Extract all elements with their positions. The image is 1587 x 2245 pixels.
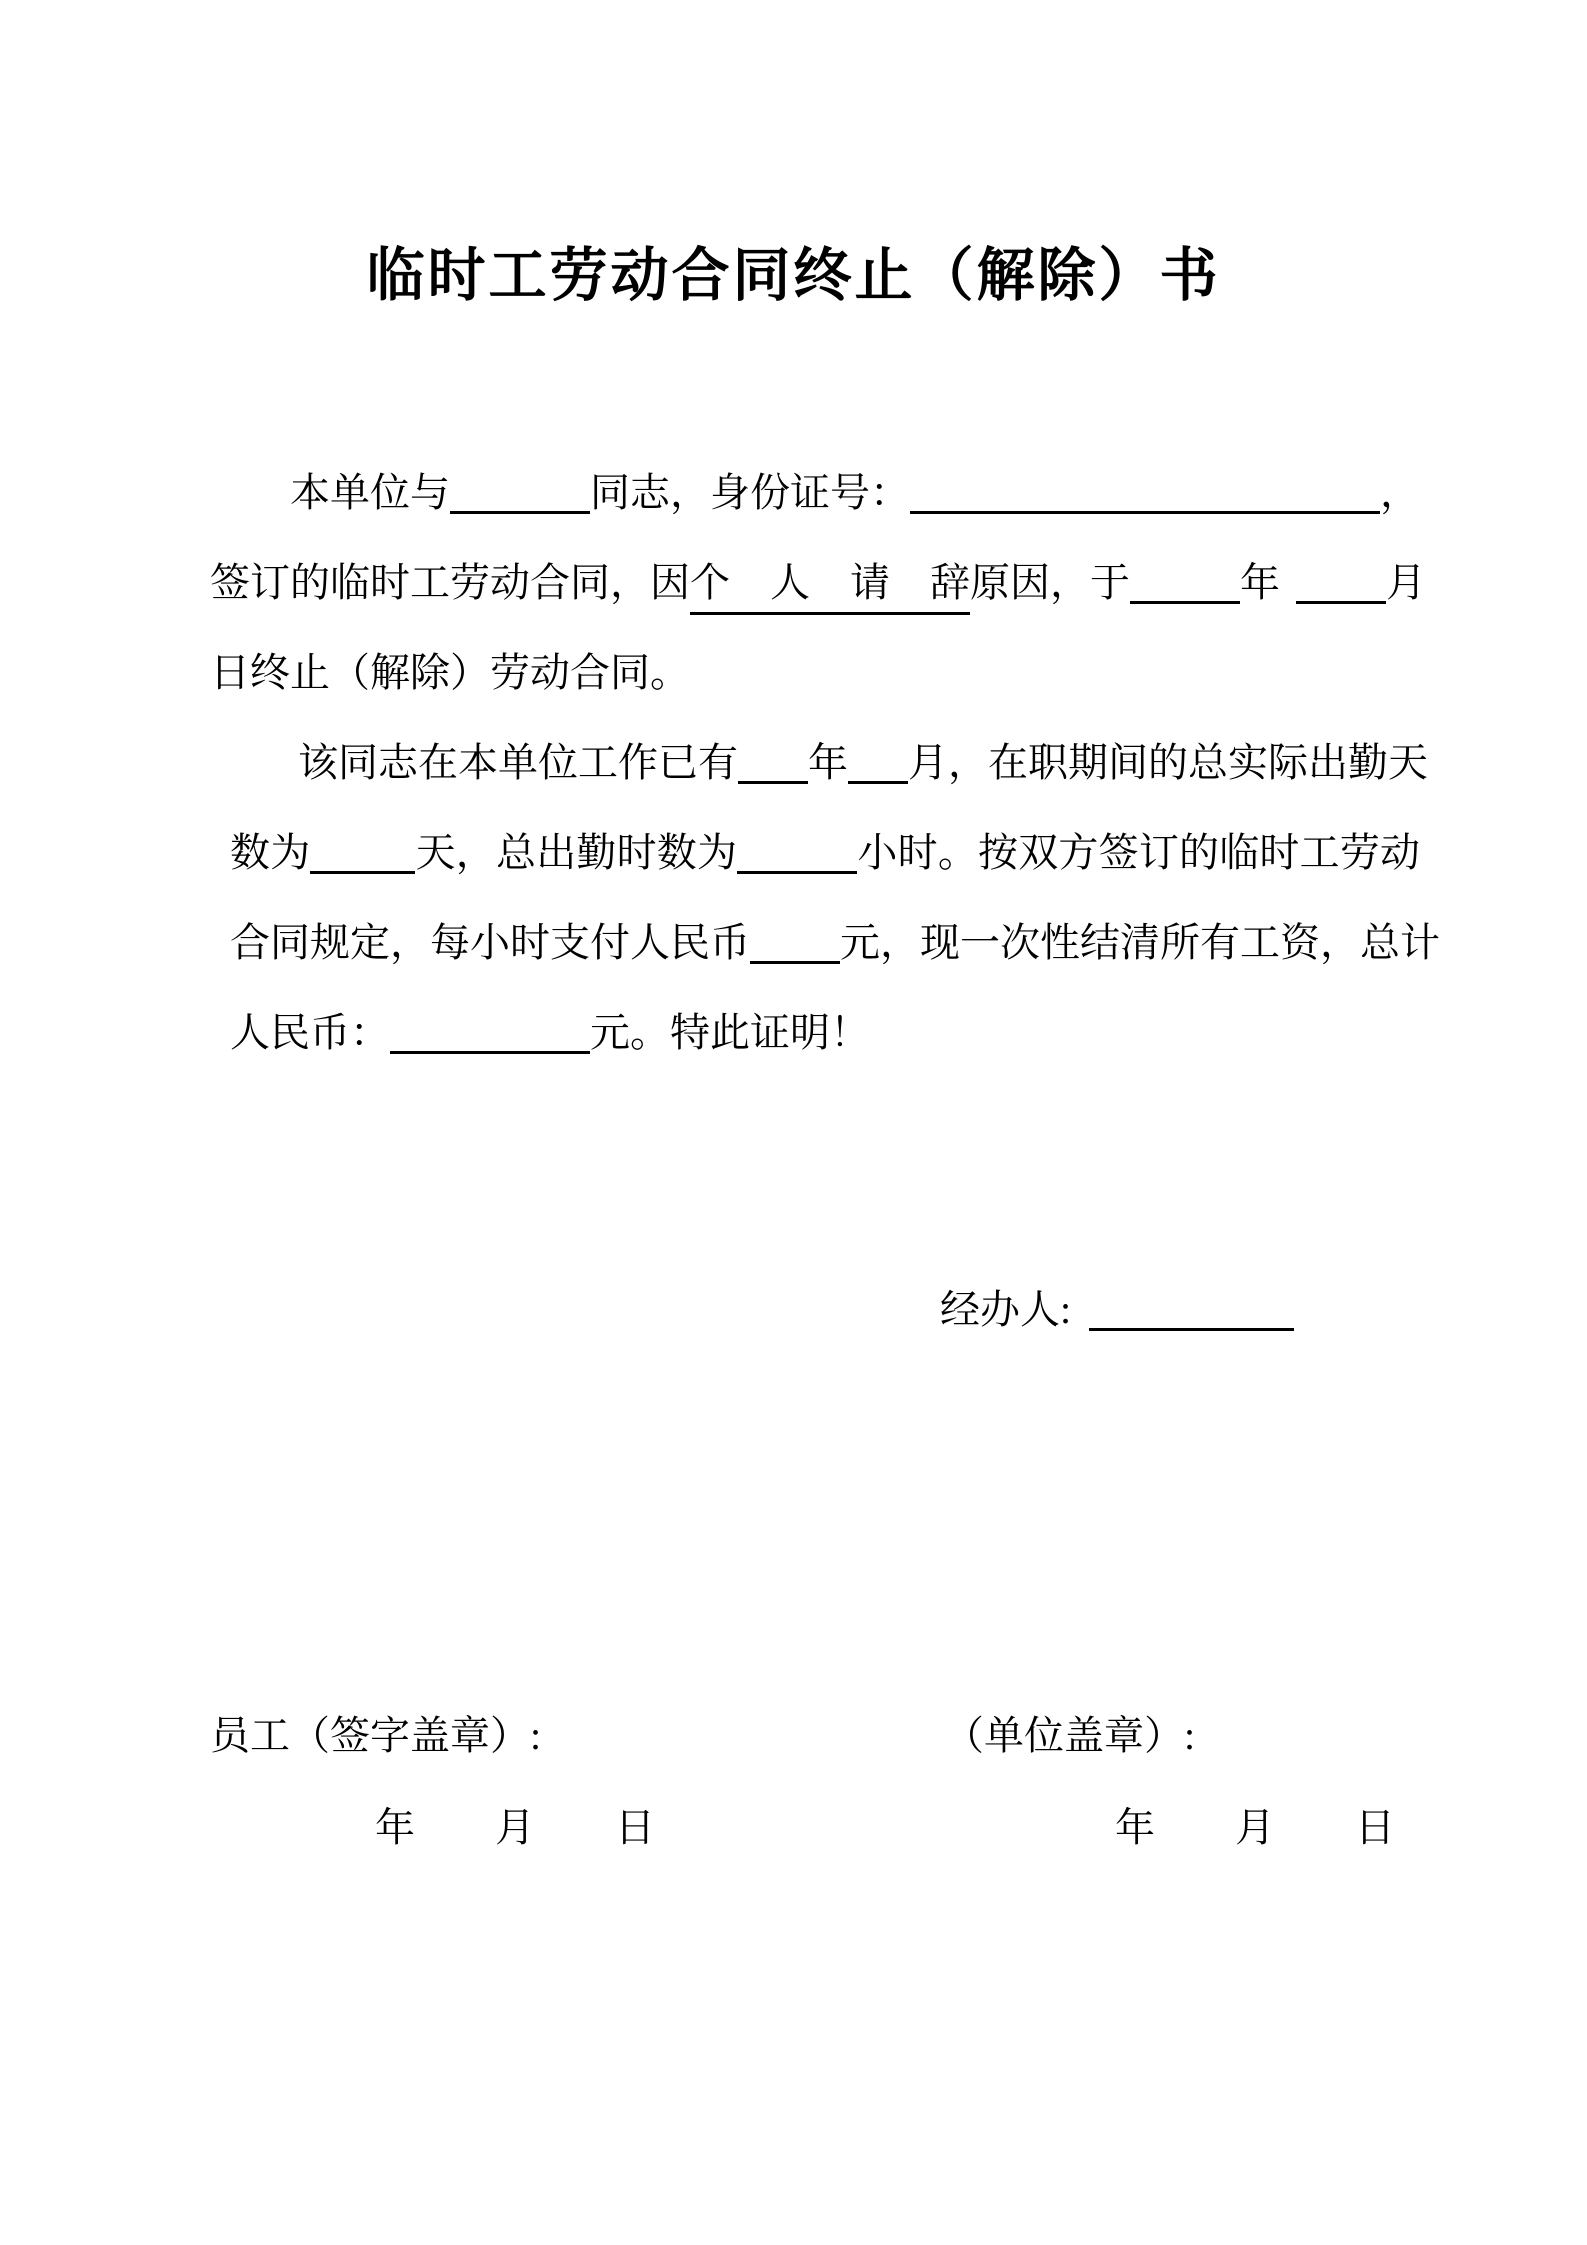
p1-l1-text-unit: 本单位与: [290, 470, 450, 515]
paragraph1-line3: [210, 628, 1420, 718]
employee-signature-label: 员工（签字盖章）:: [210, 1713, 542, 1758]
p2-l3-text-rate-label: 合同规定，每小时支付人民币: [230, 920, 750, 965]
handler-label: 经办人:: [940, 1287, 1072, 1332]
document-body: [210, 448, 1440, 1078]
p2-l4-text-rmb-label: 人民币：: [230, 1010, 390, 1055]
employee-name-blank: [450, 465, 590, 514]
handler-name-blank: [1089, 1282, 1294, 1331]
attendance-hours-blank: [737, 825, 857, 874]
work-months-blank: [848, 735, 908, 784]
p2-l1-year-label: 年: [808, 740, 848, 785]
paragraph1-line1: [210, 448, 1420, 538]
p1-l2-month-label: 月: [1386, 560, 1426, 605]
employee-date-line: 年 月 日: [375, 1805, 655, 1850]
termination-year-blank: [1130, 555, 1240, 604]
p1-l2-text-reason: 原因，于: [970, 560, 1130, 605]
p1-l3-text: 日终止（解除）劳动合同。: [210, 650, 690, 695]
p2-l2-text-hours-label: 天，总出勤时数为: [415, 830, 738, 875]
work-years-blank: [738, 735, 808, 784]
p2-l2-text-days-label: 数为: [230, 830, 311, 875]
p1-l1-text-id-label: 同志，身份证号：: [590, 470, 910, 515]
company-date-line: 年 月 日: [1115, 1805, 1395, 1850]
total-amount-blank: [390, 1005, 590, 1054]
attendance-days-blank: [310, 825, 415, 874]
handler-line: [940, 1282, 1294, 1338]
p2-l2-text-contract: 小时。按双方签订的临时工劳动: [857, 830, 1421, 875]
p2-l1-text-worked: 该同志在本单位工作已有: [298, 740, 738, 785]
paragraph2-line2: [210, 808, 1420, 898]
paragraph1-line2: [210, 538, 1426, 628]
page-title: 临时工劳动合同终止（解除）书: [366, 243, 1221, 308]
paragraph2-line3: [210, 898, 1440, 988]
paragraph2-line4: [210, 988, 1420, 1078]
termination-reason-blank: 个人请辞: [690, 560, 970, 615]
p1-l2-text-contract: 签订的临时工劳动合同，因: [210, 560, 690, 605]
termination-month-blank: [1296, 555, 1386, 604]
p2-l4-text-certify: 元。特此证明！: [590, 1010, 870, 1055]
p1-l1-comma: ，: [1380, 470, 1420, 515]
p1-l2-year-label: 年: [1240, 560, 1280, 605]
id-number-blank: [910, 465, 1380, 514]
company-seal-label: （单位盖章）:: [944, 1713, 1196, 1758]
p2-l3-text-settle: 元，现一次性结清所有工资，总计: [840, 920, 1440, 965]
p2-l1-text-attendance: 月，在职期间的总实际出勤天: [908, 740, 1428, 785]
hourly-rate-blank: [750, 915, 840, 964]
paragraph2-line1: [210, 718, 1428, 808]
